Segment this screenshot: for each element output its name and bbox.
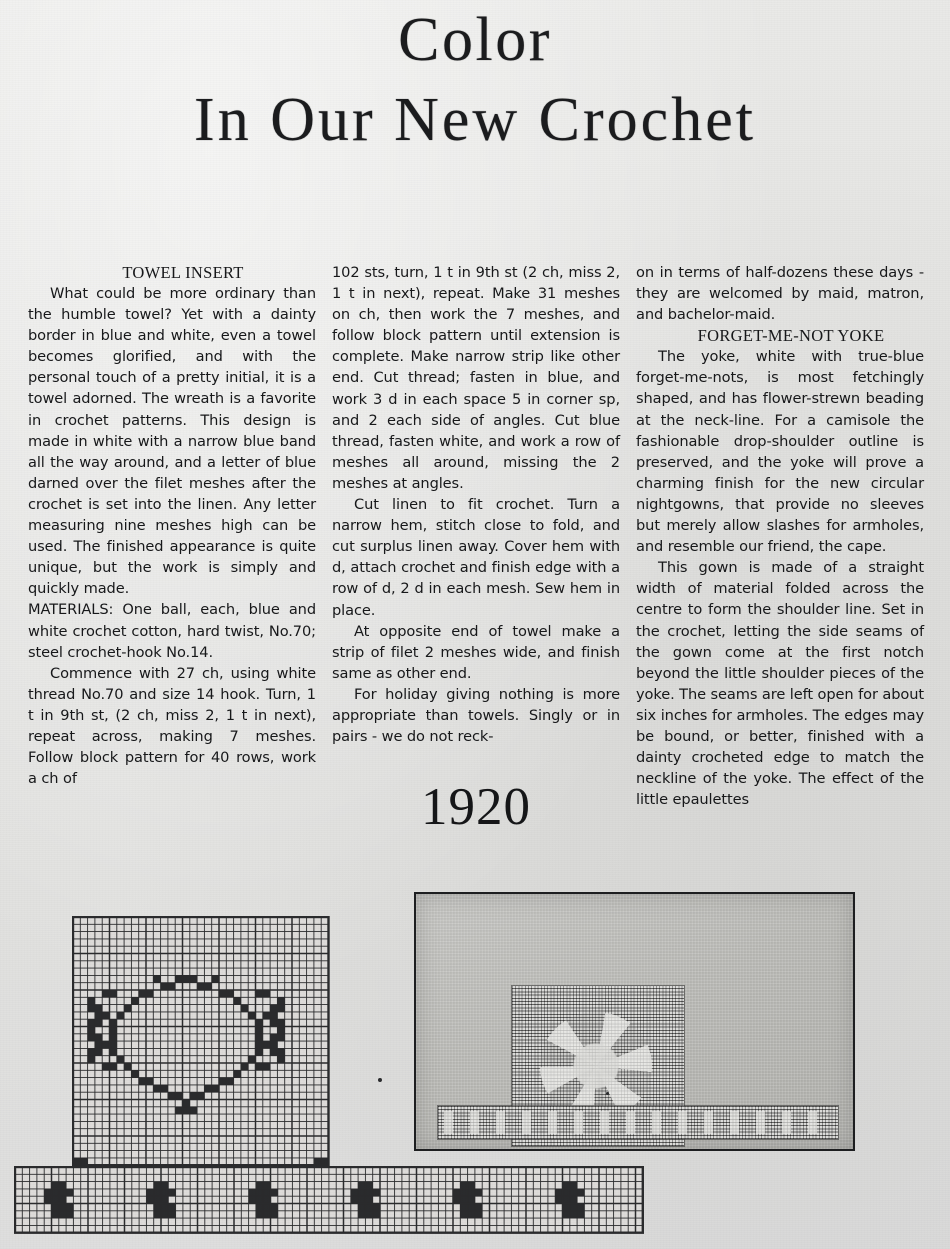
column-1: [28, 262, 316, 872]
section-heading-forget-me-not-yoke: FORGET-ME-NOT YOKE: [697, 326, 885, 346]
photo-speck: [606, 1092, 609, 1095]
filet-crochet-wreath-chart: [72, 916, 330, 1166]
border-flower-motifs: [444, 1111, 832, 1134]
crochet-border-strip: [438, 1106, 838, 1139]
col1-paragraph-1: What could be more ordinary than the humble towel? Yet with a dainty border in blue and white, even a towel becomes glorified, and with the personal touch of a pretty initial, it is a towel adorned. The wreath is a favorite in crochet patterns. This design is made in white with a narrow blue band all the way around, and a letter of blue darned over the filet meshes after the crochet is set into the linen. Any letter measuring nine meshes high can be used. The finished appearance is quite unique, but the work is simply and quickly made.: [28, 285, 316, 598]
col2-paragraph-3: At opposite end of towel make a strip of filet 2 meshes wide, and finish same as other end.: [332, 622, 620, 682]
section-heading-towel-insert: TOWEL INSERT: [122, 263, 244, 282]
column-3: [636, 262, 924, 872]
figures-area: [0, 878, 950, 1249]
finished-towel-photograph: [414, 892, 855, 1151]
col2-paragraph-1: 102 sts, turn, 1 t in 9th st (2 ch, miss 2, 1 t in next), repeat. Make 31 meshes on ch, then work the 7 meshes, and follow block pattern until extension is complete. Make narrow strip like other end. Cut thread; fasten in blue, and work 3 d in each space 5 in corner sp, and 2 each side of angles. Cut blue thread, fasten white, and work a row of meshes all around, missing the 2 meshes at angles.: [332, 264, 620, 492]
col1-paragraph-2-materials: MATERIALS: One ball, each, blue and white crochet cotton, hard twist, No.70; steel crochet-hook No.14.: [28, 601, 316, 661]
article-columns: [28, 262, 924, 872]
col2-paragraph-4: For holiday giving nothing is more appropriate than towels. Singly or in pairs - we do not reck-: [332, 685, 620, 746]
filet-border-strip-chart: [14, 1166, 644, 1234]
wreath-motif: [540, 1012, 652, 1120]
col3-paragraph-1: The yoke, white with true-blue forget-me-nots, is most fetchingly shaped, and has flower-strewn beading at the neck-line. For a camisole the fashionable drop-shoulder outline is preserved, and the yoke will prove a charming finish for the new circular nightgowns, that provide no sleeves but merely allow slashes for armholes, and resemble our friend, the cape.: [636, 348, 924, 556]
col2-paragraph-2: Cut linen to fit crochet. Turn a narrow hem, stitch close to fold, and cut surplus linen away. Cover hem with d, attach crochet and finish edge with a row of d, 2 d in each mesh. Sew hem in place.: [332, 496, 620, 619]
col3-paragraph-2: This gown is made of a straight width of material folded across the centre to form the shoulder line. Set in the crochet, letting the side seams of the gown come at the first notch beyond the little shoulder pieces of the yoke. The seams are left open for about six inches for armholes. The edges may be bound, or better, finished with a dainty crocheted edge to match the neckline of the yoke. The effect of the little epaulettes: [636, 559, 925, 809]
scan-speck: [378, 1078, 382, 1082]
filet-chart-svg: [72, 916, 330, 1166]
column-2: [332, 262, 620, 872]
col1-paragraph-3: Commence with 27 ch, using white thread No.70 and size 14 hook. Turn, 1 t in 9th st, (2 ch, miss 2, 1 t in next), repeat across, making 7 meshes. Follow block pattern for 40 rows, work a ch of: [28, 664, 316, 788]
page-title-line-2: In Our New Crochet: [194, 85, 756, 154]
year-label: 1920: [421, 778, 531, 837]
border-strip-svg: [14, 1166, 644, 1234]
col3-lead-paragraph: on in terms of half-dozens these days - they are welcomed by maid, matron, and bachelor-maid.: [636, 264, 924, 324]
page-title-line-1: Color: [398, 6, 552, 74]
masthead: [0, 8, 950, 155]
